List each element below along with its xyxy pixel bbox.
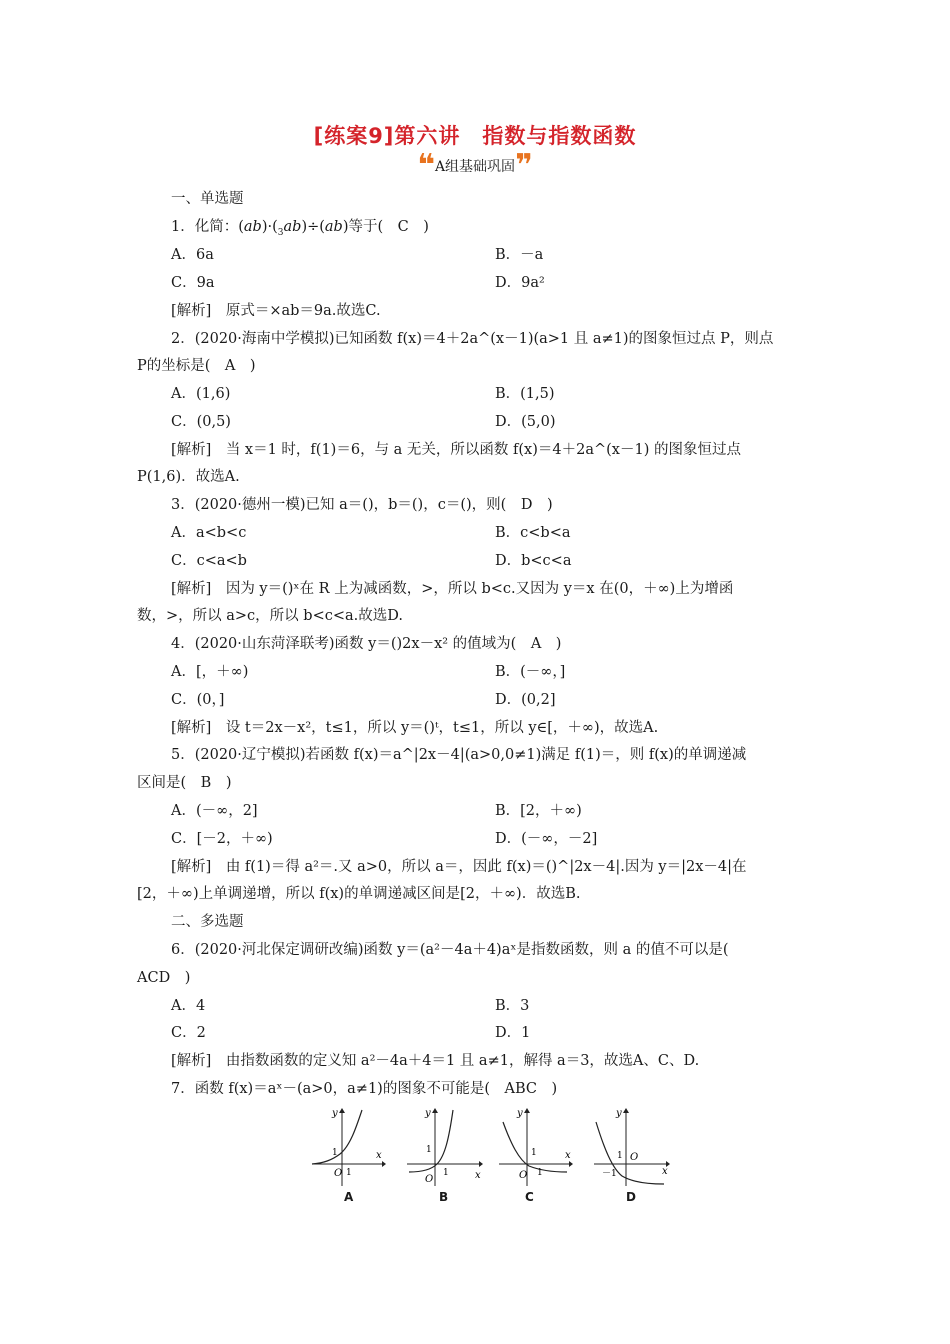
q7-graph-label-d: D <box>626 1190 636 1204</box>
q1-stem-text: )·( <box>261 219 278 235</box>
q7-graph-c <box>497 1108 573 1188</box>
graph-d-svg <box>592 1108 670 1188</box>
q6-answer: ACD <box>137 970 171 986</box>
y-axis-label: y <box>616 1108 622 1119</box>
q5-stem-text: 区间是( <box>137 775 201 791</box>
q3-option-d: D．b<c<a <box>495 553 572 569</box>
group-label: A组基础巩固 <box>434 159 516 175</box>
q3-option-c: C．c<a<b <box>171 553 247 569</box>
q3-analysis-line2: 数，>，所以 a>c，所以 b<c<a.故选D. <box>137 608 403 624</box>
graph-b-svg <box>405 1108 483 1188</box>
q6-option-c: C．2 <box>171 1025 206 1041</box>
q5-option-a: A．(－∞，2] <box>171 803 258 819</box>
tick-label: 1 <box>617 1151 623 1161</box>
q1-stem-text: ab <box>243 219 262 235</box>
q7-stem <box>171 1080 557 1098</box>
q6-analysis: [解析] 由指数函数的定义知 a²－4a＋4＝1 且 a≠1，解得 a＝3，故选A、C、D. <box>171 1053 700 1069</box>
q4-option-b: B．(－∞，] <box>495 664 566 680</box>
q1-stem-text: ab <box>283 219 302 235</box>
q2-stem-text: P的坐标是( <box>137 358 225 374</box>
q1-answer: C <box>397 219 409 235</box>
q1-stem-text: ab <box>324 219 343 235</box>
q1-option-c: C．9a <box>171 275 215 291</box>
q4-stem <box>171 635 561 653</box>
q5-stem-line1: 5．(2020·辽宁模拟)若函数 f(x)＝a^|2x－4|(a>0,0≠1)满足 f(1)＝，则 f(x)的单调递减 <box>171 747 747 763</box>
q2-option-d: D．(5,0) <box>495 414 556 430</box>
q6-option-b: B．3 <box>495 998 530 1014</box>
q3-answer: D <box>520 497 533 513</box>
q4-option-c: C．(0，] <box>171 692 225 708</box>
q3-stem-text: 3．(2020·德州一模)已知 a＝()，b＝()，c＝()，则( <box>171 497 521 513</box>
graph-c-svg <box>497 1108 573 1188</box>
q5-stem-text: ) <box>211 775 232 791</box>
y-axis-label: y <box>425 1108 431 1119</box>
graph-a-svg <box>310 1108 386 1188</box>
q2-option-b: B．(1,5) <box>495 386 555 402</box>
q3-option-a: A．a<b<c <box>171 525 247 541</box>
group-heading <box>0 148 950 183</box>
tick-label: 1 <box>332 1148 338 1158</box>
q7-graph-b <box>405 1108 483 1188</box>
q3-stem <box>171 496 553 514</box>
q7-stem-text: ) <box>537 1081 558 1097</box>
q5-stem-line2 <box>137 774 232 792</box>
q7-graph-d <box>592 1108 670 1188</box>
q4-analysis: [解析] 设 t＝2x－x²，t≤1，所以 y＝()ᵗ，t≤1，所以 y∈[，＋∞)，故选A. <box>171 720 659 736</box>
tick-label: 1 <box>346 1168 352 1178</box>
y-axis-label: y <box>332 1108 338 1119</box>
origin-label: O <box>630 1152 639 1163</box>
section-multiple-choice: 二、多选题 <box>171 914 244 930</box>
y-axis-label: y <box>517 1108 523 1119</box>
q4-stem-text: 4．(2020·山东菏泽联考)函数 y＝()2x－x² 的值域为( <box>171 636 531 652</box>
q5-analysis-line1: [解析] 由 f(1)＝得 a²＝.又 a>0，所以 a＝，因此 f(x)＝()^|2x－4|.因为 y＝|2x－4|在 <box>171 859 747 875</box>
q3-option-b: B．c<b<a <box>495 525 571 541</box>
q4-option-a: A．[，＋∞) <box>171 664 249 680</box>
section-single-choice: 一、单选题 <box>171 191 244 207</box>
tick-label: 1 <box>537 1168 543 1178</box>
q2-option-c: C．(0,5) <box>171 414 231 430</box>
x-axis-label: x <box>376 1150 382 1161</box>
q1-option-b: B．－a <box>495 247 544 263</box>
q4-option-d: D．(0,2] <box>495 692 556 708</box>
q2-analysis-line1: [解析] 当 x＝1 时，f(1)＝6，与 a 无关，所以函数 f(x)＝4＋2a^(x－1) 的图象恒过点 <box>171 442 741 458</box>
q1-stem-text: 1．化简：( <box>171 219 244 235</box>
origin-label: O <box>519 1170 528 1181</box>
q7-graph-a <box>310 1108 386 1188</box>
q1-option-d: D．9a² <box>495 275 545 291</box>
origin-label: O <box>425 1174 434 1185</box>
q2-stem-line1: 2．(2020·海南中学模拟)已知函数 f(x)＝4＋2a^(x－1)(a>1 且 a≠1)的图象恒过点 P，则点 <box>171 331 774 347</box>
tick-label: 1 <box>426 1145 432 1155</box>
q4-stem-text: ) <box>541 636 562 652</box>
q1-stem-text: )等于( <box>342 219 398 235</box>
tick-label: 1 <box>443 1168 449 1178</box>
q4-answer: A <box>530 636 542 652</box>
q3-stem-text: ) <box>532 497 553 513</box>
q2-option-a: A．(1,6) <box>171 386 231 402</box>
q2-stem-line2 <box>137 357 256 375</box>
q5-option-d: D．(－∞，－2] <box>495 831 598 847</box>
q6-stem-line1: 6．(2020·河北保定调研改编)函数 y＝(a²－4a＋4)aˣ是指数函数，则 a 的值不可以是( <box>171 942 729 958</box>
q2-answer: A <box>224 358 236 374</box>
origin-label: O <box>334 1168 343 1179</box>
q6-stem-line2 <box>137 969 190 987</box>
q3-analysis-line1: [解析] 因为 y＝()ˣ在 R 上为减函数，>，所以 b<c.又因为 y＝x 在(0，＋∞)上为增函 <box>171 581 734 597</box>
q6-option-d: D．1 <box>495 1025 531 1041</box>
q1-stem-text: 3 <box>277 227 284 238</box>
x-axis-label: x <box>662 1166 668 1177</box>
q5-option-b: B．[2，＋∞) <box>495 803 582 819</box>
q7-graph-label-c: C <box>525 1190 534 1204</box>
q1-option-a: A．6a <box>171 247 214 263</box>
q6-stem-text: ) <box>170 970 191 986</box>
q6-option-a: A．4 <box>171 998 206 1014</box>
q7-graph-label-a: A <box>344 1190 354 1204</box>
q5-option-c: C．[－2，＋∞) <box>171 831 273 847</box>
x-axis-label: x <box>565 1150 571 1161</box>
q1-stem-text: )÷( <box>301 219 325 235</box>
page-title: [练案9]第六讲 指数与指数函数 <box>313 124 637 148</box>
tick-label: 1 <box>531 1148 537 1158</box>
x-axis-label: x <box>475 1170 481 1181</box>
q5-analysis-line2: [2，＋∞)上单调递增，所以 f(x)的单调递减区间是[2，＋∞)．故选B. <box>137 886 581 902</box>
q2-analysis-line2: P(1,6)．故选A. <box>137 469 240 485</box>
q2-stem-text: ) <box>235 358 256 374</box>
close-quote-icon: ❞ <box>515 148 533 183</box>
tick-label: －1 <box>602 1169 617 1179</box>
q1-stem <box>171 218 429 236</box>
q5-answer: B <box>200 775 212 791</box>
open-quote-icon: ❝ <box>417 148 435 183</box>
q1-stem-text: ) <box>408 219 429 235</box>
q1-analysis: [解析] 原式＝×ab＝9a.故选C. <box>171 303 381 319</box>
q7-graph-label-b: B <box>439 1190 449 1204</box>
q7-stem-text: 7．函数 f(x)＝aˣ－(a>0，a≠1)的图象不可能是( <box>171 1081 505 1097</box>
q7-answer: ABC <box>504 1081 537 1097</box>
